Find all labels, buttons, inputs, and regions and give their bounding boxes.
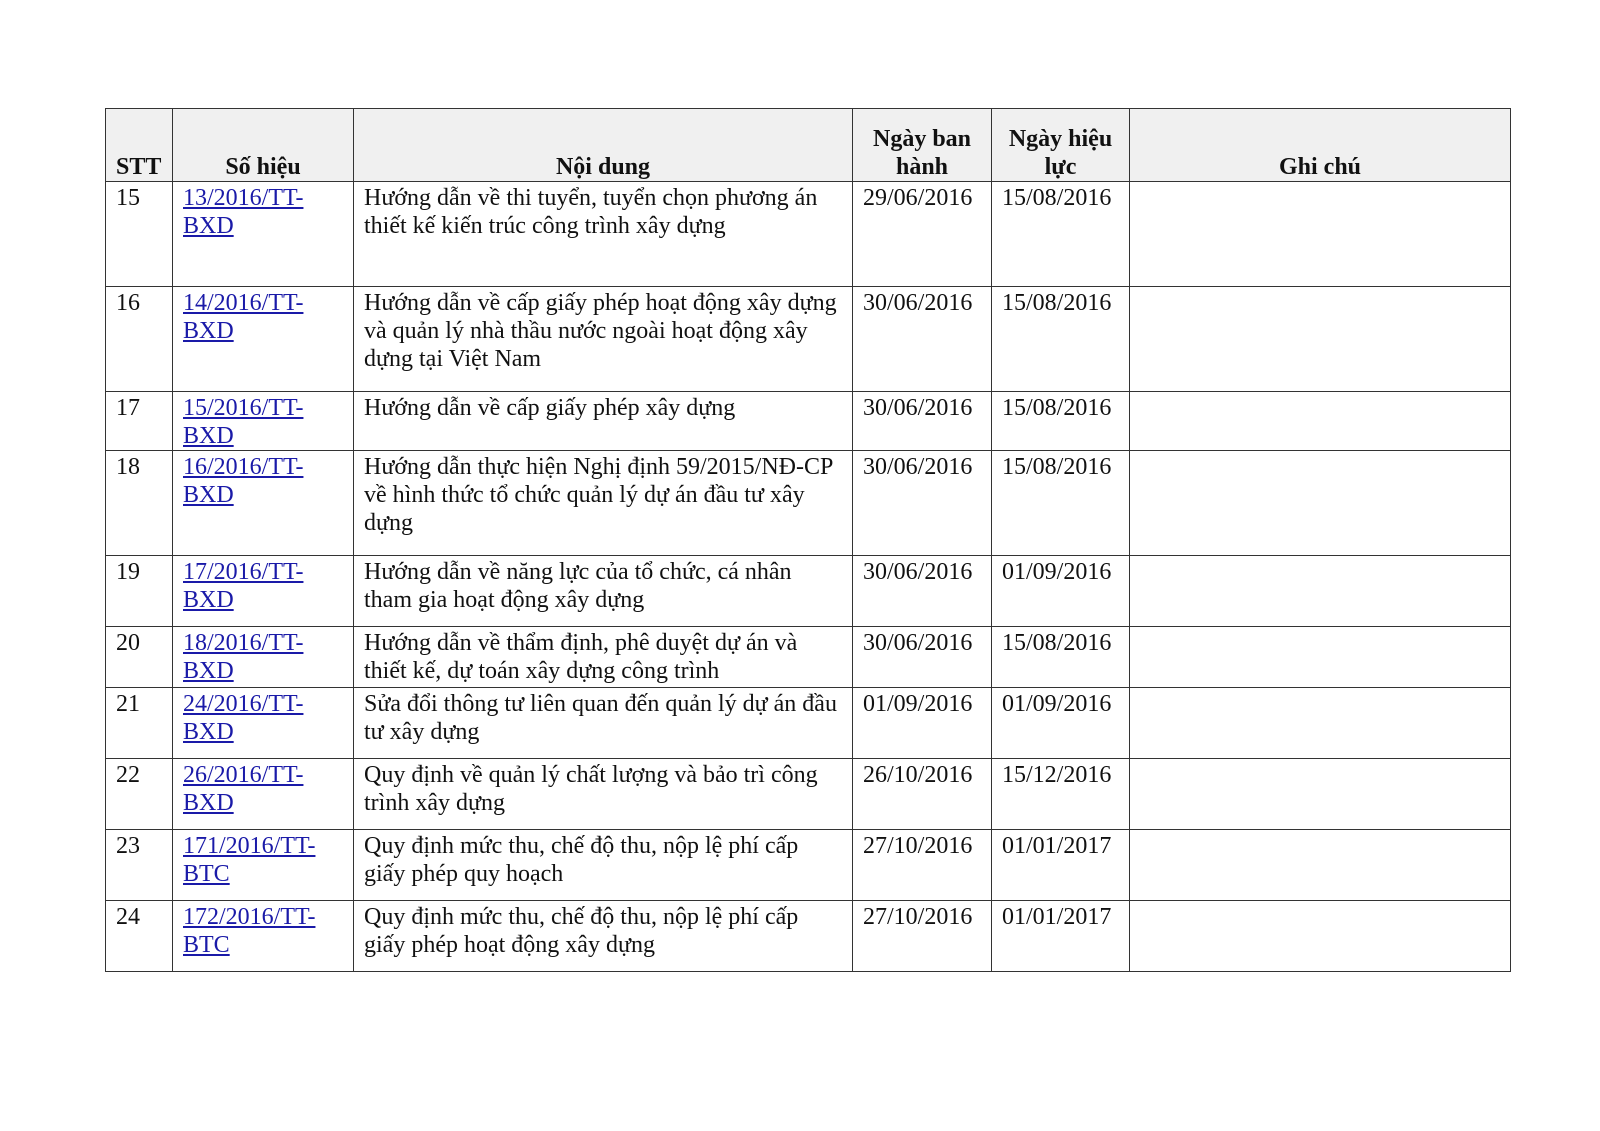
cell-so-hieu <box>173 287 354 392</box>
cell-noi-dung: Hướng dẫn về thi tuyển, tuyển chọn phương án thiết kế kiến trúc công trình xây dựng <box>354 182 853 287</box>
table-row <box>106 901 1511 972</box>
cell-noi-dung: Sửa đổi thông tư liên quan đến quản lý dự án đầu tư xây dựng <box>354 688 853 759</box>
document-link[interactable]: 16/2016/TT-BXD <box>183 454 304 508</box>
cell-ngay-hieu-luc: 15/08/2016 <box>992 627 1130 688</box>
table-row <box>106 688 1511 759</box>
table-row <box>106 182 1511 287</box>
table-row <box>106 392 1511 451</box>
document-link[interactable]: 26/2016/TT-BXD <box>183 762 304 816</box>
cell-noi-dung: Quy định về quản lý chất lượng và bảo trì công trình xây dựng <box>354 759 853 830</box>
document-link[interactable]: 24/2016/TT-BXD <box>183 691 304 745</box>
table-body <box>106 182 1511 972</box>
document-link[interactable]: 14/2016/TT-BXD <box>183 290 304 344</box>
cell-noi-dung: Hướng dẫn về thẩm định, phê duyệt dự án và thiết kế, dự toán xây dựng công trình <box>354 627 853 688</box>
cell-ngay-ban-hanh: 30/06/2016 <box>853 627 992 688</box>
cell-ghi-chu <box>1130 759 1511 830</box>
table-row <box>106 287 1511 392</box>
cell-noi-dung: Hướng dẫn thực hiện Nghị định 59/2015/NĐ-CP về hình thức tổ chức quản lý dự án đầu tư xây dựng <box>354 451 853 556</box>
table-row <box>106 451 1511 556</box>
cell-ngay-hieu-luc: 01/01/2017 <box>992 830 1130 901</box>
header-noi-dung: Nội dung <box>354 109 853 182</box>
cell-ghi-chu <box>1130 451 1511 556</box>
document-link[interactable]: 172/2016/TT-BTC <box>183 904 316 958</box>
table-row <box>106 759 1511 830</box>
cell-ghi-chu <box>1130 392 1511 451</box>
cell-stt: 15 <box>106 182 173 287</box>
cell-so-hieu <box>173 182 354 287</box>
document-link[interactable]: 18/2016/TT-BXD <box>183 630 304 684</box>
cell-ngay-hieu-luc: 15/12/2016 <box>992 759 1130 830</box>
cell-noi-dung: Quy định mức thu, chế độ thu, nộp lệ phí cấp giấy phép hoạt động xây dựng <box>354 901 853 972</box>
header-ngay-hieu-luc: Ngày hiệu lực <box>992 109 1130 182</box>
cell-stt: 21 <box>106 688 173 759</box>
legal-documents-table <box>105 108 1511 972</box>
header-so-hieu: Số hiệu <box>173 109 354 182</box>
document-link[interactable]: 171/2016/TT-BTC <box>183 833 316 887</box>
cell-ghi-chu <box>1130 182 1511 287</box>
cell-ghi-chu <box>1130 287 1511 392</box>
cell-so-hieu <box>173 627 354 688</box>
cell-ngay-hieu-luc: 15/08/2016 <box>992 451 1130 556</box>
cell-ghi-chu <box>1130 688 1511 759</box>
cell-stt: 18 <box>106 451 173 556</box>
header-ngay-ban-hanh: Ngày ban hành <box>853 109 992 182</box>
cell-so-hieu <box>173 688 354 759</box>
cell-ghi-chu <box>1130 556 1511 627</box>
cell-noi-dung: Hướng dẫn về cấp giấy phép hoạt động xây dựng và quản lý nhà thầu nước ngoài hoạt động xây dựng tại Việt Nam <box>354 287 853 392</box>
cell-ngay-ban-hanh: 27/10/2016 <box>853 901 992 972</box>
document-link[interactable]: 13/2016/TT-BXD <box>183 185 304 239</box>
cell-so-hieu <box>173 556 354 627</box>
table-row <box>106 556 1511 627</box>
header-stt: STT <box>106 109 173 182</box>
cell-ngay-ban-hanh: 27/10/2016 <box>853 830 992 901</box>
document-link[interactable]: 15/2016/TT-BXD <box>183 395 304 449</box>
cell-stt: 23 <box>106 830 173 901</box>
header-row <box>106 109 1511 182</box>
cell-so-hieu <box>173 901 354 972</box>
header-ghi-chu: Ghi chú <box>1130 109 1511 182</box>
table-header <box>106 109 1511 182</box>
table-row <box>106 627 1511 688</box>
cell-ngay-ban-hanh: 30/06/2016 <box>853 392 992 451</box>
cell-ngay-ban-hanh: 26/10/2016 <box>853 759 992 830</box>
cell-ngay-ban-hanh: 30/06/2016 <box>853 556 992 627</box>
cell-so-hieu <box>173 451 354 556</box>
cell-noi-dung: Quy định mức thu, chế độ thu, nộp lệ phí cấp giấy phép quy hoạch <box>354 830 853 901</box>
cell-ngay-hieu-luc: 15/08/2016 <box>992 392 1130 451</box>
cell-ngay-hieu-luc: 01/09/2016 <box>992 556 1130 627</box>
cell-stt: 19 <box>106 556 173 627</box>
cell-noi-dung: Hướng dẫn về năng lực của tổ chức, cá nhân tham gia hoạt động xây dựng <box>354 556 853 627</box>
cell-stt: 20 <box>106 627 173 688</box>
cell-ngay-ban-hanh: 29/06/2016 <box>853 182 992 287</box>
cell-so-hieu <box>173 759 354 830</box>
cell-noi-dung: Hướng dẫn về cấp giấy phép xây dựng <box>354 392 853 451</box>
cell-ngay-ban-hanh: 30/06/2016 <box>853 451 992 556</box>
cell-ngay-ban-hanh: 30/06/2016 <box>853 287 992 392</box>
cell-ghi-chu <box>1130 830 1511 901</box>
cell-stt: 22 <box>106 759 173 830</box>
cell-ghi-chu <box>1130 901 1511 972</box>
cell-ngay-hieu-luc: 01/09/2016 <box>992 688 1130 759</box>
cell-ngay-hieu-luc: 15/08/2016 <box>992 287 1130 392</box>
cell-stt: 24 <box>106 901 173 972</box>
cell-so-hieu <box>173 392 354 451</box>
cell-ngay-ban-hanh: 01/09/2016 <box>853 688 992 759</box>
cell-ghi-chu <box>1130 627 1511 688</box>
cell-stt: 17 <box>106 392 173 451</box>
table-row <box>106 830 1511 901</box>
document-link[interactable]: 17/2016/TT-BXD <box>183 559 304 613</box>
cell-ngay-hieu-luc: 15/08/2016 <box>992 182 1130 287</box>
cell-so-hieu <box>173 830 354 901</box>
cell-stt: 16 <box>106 287 173 392</box>
cell-ngay-hieu-luc: 01/01/2017 <box>992 901 1130 972</box>
